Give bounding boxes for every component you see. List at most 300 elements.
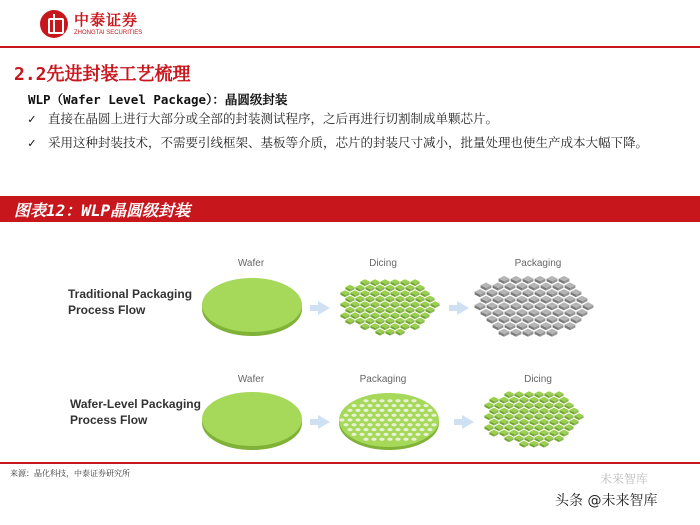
die xyxy=(395,329,404,336)
die xyxy=(514,391,523,398)
package-chip xyxy=(523,329,534,337)
package-dot xyxy=(403,399,408,402)
die xyxy=(370,301,379,308)
package-dot xyxy=(343,414,348,417)
wafer-level-diced-chips xyxy=(480,382,584,454)
die xyxy=(499,408,508,415)
wafer-diced-dies xyxy=(336,270,440,342)
die xyxy=(400,279,409,286)
die xyxy=(489,419,498,426)
package-chip xyxy=(499,289,510,297)
package-dot xyxy=(371,438,376,441)
die xyxy=(380,290,389,297)
die xyxy=(504,413,513,420)
die xyxy=(375,285,384,292)
checkmark-icon: ✓ xyxy=(28,111,36,126)
package-chip xyxy=(505,296,516,304)
package-dot xyxy=(383,423,388,426)
die xyxy=(519,397,528,404)
die xyxy=(355,296,364,303)
die xyxy=(544,413,553,420)
package-dot xyxy=(359,423,364,426)
die xyxy=(489,430,498,437)
package-chip xyxy=(523,289,534,297)
package-dot xyxy=(411,418,416,421)
package-dot xyxy=(375,433,380,436)
die xyxy=(569,419,578,426)
die xyxy=(509,397,518,404)
row-label-traditional xyxy=(68,286,192,318)
die xyxy=(534,402,543,409)
wafer-plain xyxy=(200,388,305,453)
die xyxy=(365,285,374,292)
package-dot xyxy=(399,404,404,407)
die xyxy=(400,312,409,319)
package-dot xyxy=(395,418,400,421)
package-chip xyxy=(523,316,534,324)
package-dot xyxy=(407,423,412,426)
row-label-wafer-level xyxy=(70,396,201,428)
package-dot xyxy=(419,409,424,412)
package-chip xyxy=(505,322,516,330)
package-dot xyxy=(351,423,356,426)
package-chip xyxy=(547,276,558,284)
package-dot xyxy=(391,433,396,436)
die xyxy=(524,435,533,442)
die xyxy=(534,413,543,420)
step-label: Dicing xyxy=(369,258,397,269)
package-dot xyxy=(423,433,428,436)
package-chip xyxy=(535,329,546,337)
die xyxy=(345,318,354,325)
die xyxy=(345,285,354,292)
package-dot xyxy=(387,409,392,412)
watermark-faint: 未来智库 xyxy=(600,472,649,486)
die xyxy=(380,279,389,286)
die xyxy=(544,391,553,398)
header-divider xyxy=(0,46,700,48)
die xyxy=(514,435,523,442)
die xyxy=(524,402,533,409)
package-chip xyxy=(547,289,558,297)
package-chip xyxy=(565,296,576,304)
package-dot xyxy=(415,423,420,426)
step-label: Wafer xyxy=(237,258,265,269)
package-dot xyxy=(375,423,380,426)
package-dot xyxy=(367,414,372,417)
die xyxy=(549,397,558,404)
package-chip xyxy=(505,283,516,291)
package-dot xyxy=(387,418,392,421)
package-chip xyxy=(493,322,504,330)
die xyxy=(519,419,528,426)
die xyxy=(380,312,389,319)
package-chip xyxy=(499,329,510,337)
package-dot xyxy=(359,404,364,407)
package-chip xyxy=(499,276,510,284)
package-dot xyxy=(423,414,428,417)
die xyxy=(420,301,429,308)
package-chip xyxy=(559,302,570,310)
die xyxy=(405,296,414,303)
package-dot xyxy=(363,438,368,441)
package-chip xyxy=(487,289,498,297)
package-chip xyxy=(511,302,522,310)
die xyxy=(350,290,359,297)
logo-en: ZHONGTAI SECURITIES xyxy=(74,29,143,36)
package-chip xyxy=(535,276,546,284)
die xyxy=(390,312,399,319)
package-chip xyxy=(553,296,564,304)
die xyxy=(340,301,349,308)
die xyxy=(385,329,394,336)
die xyxy=(355,285,364,292)
package-dot xyxy=(403,428,408,431)
package-dot xyxy=(395,409,400,412)
die xyxy=(360,312,369,319)
die xyxy=(385,285,394,292)
package-chip xyxy=(553,322,564,330)
die xyxy=(529,408,538,415)
die xyxy=(559,397,568,404)
package-dot xyxy=(395,438,400,441)
watermark: 头条 @未来智库 xyxy=(555,493,658,509)
logo-cn: 中泰证券 xyxy=(74,10,139,29)
die xyxy=(559,430,568,437)
package-dot xyxy=(419,418,424,421)
die xyxy=(574,413,583,420)
packaged-chips xyxy=(470,270,594,346)
package-chip xyxy=(511,276,522,284)
package-dot xyxy=(411,438,416,441)
die xyxy=(365,318,374,325)
die xyxy=(559,408,568,415)
die xyxy=(390,323,399,330)
die xyxy=(375,318,384,325)
die xyxy=(539,397,548,404)
die xyxy=(494,413,503,420)
package-chip xyxy=(583,302,594,310)
die xyxy=(529,430,538,437)
die xyxy=(390,279,399,286)
package-chip xyxy=(535,302,546,310)
die xyxy=(425,296,434,303)
package-dot xyxy=(367,423,372,426)
die xyxy=(504,391,513,398)
package-dot xyxy=(427,409,432,412)
package-chip xyxy=(499,302,510,310)
die xyxy=(539,419,548,426)
package-dot xyxy=(403,409,408,412)
package-dot xyxy=(411,399,416,402)
die xyxy=(534,424,543,431)
package-dot xyxy=(351,433,356,436)
package-chip xyxy=(535,289,546,297)
package-chip xyxy=(577,309,588,317)
die xyxy=(484,413,493,420)
die xyxy=(395,307,404,314)
die xyxy=(524,424,533,431)
die xyxy=(484,424,493,431)
package-dot xyxy=(423,404,428,407)
package-chip xyxy=(517,283,528,291)
bullet-item xyxy=(28,134,688,152)
package-chip xyxy=(511,289,522,297)
package-dot xyxy=(351,414,356,417)
die xyxy=(370,312,379,319)
die xyxy=(539,408,548,415)
figure-title: 图表12：WLP晶圆级封装 xyxy=(14,201,191,220)
die xyxy=(509,430,518,437)
package-chip xyxy=(553,309,564,317)
package-dot xyxy=(367,404,372,407)
die xyxy=(430,301,439,308)
package-chip xyxy=(505,309,516,317)
die xyxy=(355,307,364,314)
row-label-line: Wafer-Level Packaging xyxy=(70,397,201,411)
die xyxy=(380,301,389,308)
arrow-icon xyxy=(457,301,469,315)
package-dot xyxy=(391,423,396,426)
die xyxy=(539,441,548,448)
die xyxy=(509,408,518,415)
wafer-with-packages xyxy=(334,388,444,454)
die xyxy=(499,397,508,404)
die xyxy=(559,419,568,426)
die xyxy=(350,301,359,308)
die xyxy=(524,413,533,420)
package-dot xyxy=(379,409,384,412)
package-chip xyxy=(523,302,534,310)
die xyxy=(509,419,518,426)
package-chip xyxy=(475,302,486,310)
die xyxy=(400,323,409,330)
package-dot xyxy=(379,418,384,421)
die xyxy=(514,402,523,409)
package-chip xyxy=(493,296,504,304)
package-dot xyxy=(363,409,368,412)
package-chip xyxy=(529,309,540,317)
package-chip xyxy=(565,322,576,330)
package-dot xyxy=(383,404,388,407)
die xyxy=(534,435,543,442)
bullet-text: 采用这种封装技术，不需要引线框架、基板等介质，芯片的封装尺寸减小，批量处理也使生产成本大幅下降。 xyxy=(48,135,649,150)
package-chip xyxy=(481,296,492,304)
package-chip xyxy=(499,316,510,324)
package-dot xyxy=(347,409,352,412)
die xyxy=(544,424,553,431)
die xyxy=(499,430,508,437)
die xyxy=(410,301,419,308)
package-chip xyxy=(571,316,582,324)
die xyxy=(524,391,533,398)
die xyxy=(400,290,409,297)
section-subhead: WLP（Wafer Level Package）：晶圆级封装 xyxy=(28,92,288,107)
package-chip xyxy=(571,289,582,297)
package-chip xyxy=(565,283,576,291)
package-chip xyxy=(481,309,492,317)
section-title: 2.2先进封装工艺梳理 xyxy=(14,64,191,85)
die xyxy=(529,441,538,448)
package-dot xyxy=(411,428,416,431)
die xyxy=(345,307,354,314)
die xyxy=(385,318,394,325)
step-label: Packaging xyxy=(514,258,562,269)
package-dot xyxy=(371,409,376,412)
package-dot xyxy=(355,428,360,431)
die xyxy=(380,323,389,330)
die xyxy=(390,301,399,308)
package-chip xyxy=(559,289,570,297)
package-dot xyxy=(399,423,404,426)
package-dot xyxy=(355,409,360,412)
checkmark-icon: ✓ xyxy=(28,135,36,150)
figure-title-bar xyxy=(0,196,700,222)
die xyxy=(355,318,364,325)
package-chip xyxy=(511,329,522,337)
die xyxy=(489,408,498,415)
package-dot xyxy=(363,428,368,431)
die xyxy=(549,419,558,426)
package-chip xyxy=(517,322,528,330)
arrow-icon xyxy=(318,301,330,315)
die xyxy=(504,435,513,442)
logo-text xyxy=(74,10,143,36)
die xyxy=(340,312,349,319)
row-label-line: Process Flow xyxy=(68,303,146,317)
package-dot xyxy=(431,414,436,417)
die xyxy=(390,290,399,297)
package-dot xyxy=(391,414,396,417)
package-chip xyxy=(475,289,486,297)
package-dot xyxy=(399,433,404,436)
package-chip xyxy=(547,329,558,337)
die xyxy=(415,285,424,292)
package-dot xyxy=(407,433,412,436)
package-dot xyxy=(391,404,396,407)
package-dot xyxy=(415,433,420,436)
header xyxy=(0,0,700,50)
package-dot xyxy=(339,418,344,421)
die xyxy=(564,413,573,420)
package-dot xyxy=(367,433,372,436)
package-chip xyxy=(481,283,492,291)
package-chip xyxy=(541,283,552,291)
package-chip xyxy=(547,302,558,310)
die xyxy=(514,413,523,420)
row-label-line: Traditional Packaging xyxy=(68,287,193,301)
die xyxy=(360,301,369,308)
die xyxy=(345,296,354,303)
package-chip xyxy=(493,283,504,291)
package-chip xyxy=(529,296,540,304)
package-dot xyxy=(371,399,376,402)
die xyxy=(415,296,424,303)
die xyxy=(549,430,558,437)
step-label: Packaging xyxy=(359,374,407,385)
die xyxy=(554,435,563,442)
die xyxy=(395,318,404,325)
die xyxy=(375,296,384,303)
die xyxy=(564,402,573,409)
logo-mark-icon xyxy=(40,10,68,38)
die xyxy=(484,402,493,409)
die xyxy=(405,307,414,314)
package-chip xyxy=(565,309,576,317)
package-chip xyxy=(487,316,498,324)
die xyxy=(410,312,419,319)
package-dot xyxy=(387,428,392,431)
step-label: Wafer xyxy=(237,374,265,385)
die xyxy=(534,391,543,398)
die xyxy=(360,279,369,286)
die xyxy=(370,323,379,330)
package-dot xyxy=(355,418,360,421)
arrow-icon xyxy=(318,415,330,429)
footer-divider xyxy=(0,462,700,464)
die xyxy=(564,424,573,431)
bullet-list xyxy=(28,110,688,158)
package-dot xyxy=(387,438,392,441)
row-label-line: Process Flow xyxy=(70,413,148,427)
die xyxy=(405,285,414,292)
package-chip xyxy=(511,316,522,324)
package-dot xyxy=(363,418,368,421)
package-dot xyxy=(379,438,384,441)
package-dot xyxy=(371,428,376,431)
package-dot xyxy=(359,433,364,436)
die xyxy=(420,290,429,297)
die xyxy=(544,435,553,442)
die xyxy=(400,301,409,308)
die xyxy=(519,441,528,448)
package-dot xyxy=(379,428,384,431)
package-dot xyxy=(395,428,400,431)
package-chip xyxy=(517,296,528,304)
package-chip xyxy=(535,316,546,324)
package-chip xyxy=(547,316,558,324)
die xyxy=(519,430,528,437)
package-dot xyxy=(399,414,404,417)
die xyxy=(489,397,498,404)
die xyxy=(569,408,578,415)
package-dot xyxy=(415,404,420,407)
package-dot xyxy=(347,418,352,421)
package-dot xyxy=(379,399,384,402)
die xyxy=(385,307,394,314)
die xyxy=(539,430,548,437)
package-chip xyxy=(517,309,528,317)
die xyxy=(395,296,404,303)
package-chip xyxy=(487,302,498,310)
package-chip xyxy=(493,309,504,317)
source-note: 来源：晶化科技，中泰证券研究所 xyxy=(10,469,130,478)
die xyxy=(360,290,369,297)
die xyxy=(365,296,374,303)
package-dot xyxy=(359,414,364,417)
package-chip xyxy=(529,283,540,291)
die xyxy=(395,285,404,292)
die xyxy=(405,318,414,325)
die xyxy=(410,323,419,330)
die xyxy=(415,318,424,325)
wlp-process-figure xyxy=(0,222,700,462)
die xyxy=(425,307,434,314)
die xyxy=(504,424,513,431)
die xyxy=(554,402,563,409)
package-dot xyxy=(407,404,412,407)
package-dot xyxy=(351,404,356,407)
